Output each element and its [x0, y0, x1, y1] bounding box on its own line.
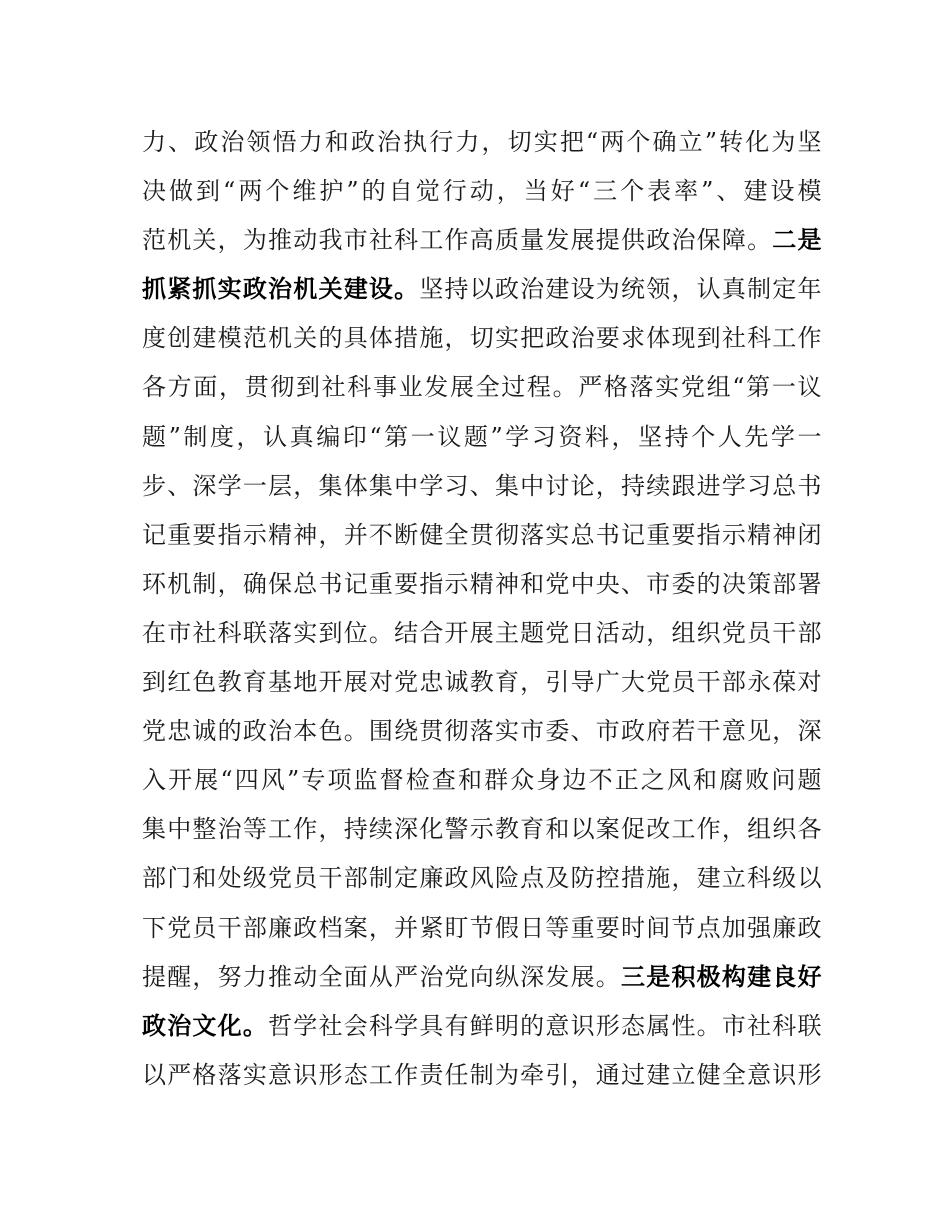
text-segment: 题”制度，认真编印“第一议题”学习资料，坚持个人先学一 — [142, 422, 822, 451]
text-line — [142, 462, 822, 511]
text-segment: 党忠诚的政治本色。围绕贯彻落实市委、市政府若干意见，深 — [142, 717, 822, 746]
text-segment: 哲学社会科学具有鲜明的意识形态属性。市社科联 — [268, 1011, 823, 1040]
text-segment: 范机关，为推动我市社科工作高质量发展提供政治保障。 — [142, 226, 773, 255]
text-line — [142, 167, 822, 216]
text-line — [142, 118, 822, 167]
text-line — [142, 1002, 822, 1051]
text-line — [142, 854, 822, 903]
text-segment: 部门和处级党员干部制定廉政风险点及防控措施，建立科级以 — [142, 864, 822, 893]
text-line — [142, 756, 822, 805]
text-segment: 决做到“两个维护”的自觉行动，当好“三个表率”、建设模 — [142, 177, 822, 206]
text-segment: 度创建模范机关的具体措施，切实把政治要求体现到社科工作 — [142, 324, 822, 353]
text-line — [142, 1051, 822, 1100]
text-line — [142, 363, 822, 412]
text-segment: 力、政治领悟力和政治执行力，切实把“两个确立”转化为坚 — [142, 128, 822, 156]
text-segment: 入开展“四风”专项监督检查和群众身边不正之风和腐败问题 — [142, 766, 822, 795]
text-line — [142, 658, 822, 707]
text-segment: 各方面，贯彻到社科事业发展全过程。严格落实党组“第一议 — [142, 373, 822, 402]
text-line — [142, 314, 822, 363]
text-line — [142, 805, 822, 854]
text-line — [142, 560, 822, 609]
body-text — [142, 118, 822, 1100]
bold-heading-segment: 三是积极构建良好 — [621, 962, 823, 991]
text-segment: 到红色教育基地开展对党忠诚教育，引导广大党员干部永葆对 — [142, 668, 822, 697]
text-segment: 在市社科联落实到位。结合开展主题党日活动，组织党员干部 — [142, 618, 822, 647]
text-segment: 记重要指示精神，并不断健全贯彻落实总书记重要指示精神闭 — [142, 520, 822, 549]
text-segment: 坚持以政治建设为统领，认真制定年 — [419, 275, 823, 304]
text-segment: 集中整治等工作，持续深化警示教育和以案促改工作，组织各 — [142, 815, 822, 844]
text-line — [142, 413, 822, 462]
text-segment: 环机制，确保总书记重要指示精神和党中央、市委的决策部署 — [142, 569, 822, 598]
text-line — [142, 707, 822, 756]
text-segment: 以严格落实意识形态工作责任制为牵引，通过建立健全意识形 — [142, 1060, 822, 1089]
text-line — [142, 953, 822, 1002]
text-line — [142, 216, 822, 265]
bold-heading-segment: 政治文化。 — [142, 1011, 269, 1040]
text-line — [142, 511, 822, 560]
text-segment: 提醒，努力推动全面从严治党向纵深发展。 — [142, 962, 622, 991]
text-line — [142, 609, 822, 658]
text-segment: 下党员干部廉政档案，并紧盯节假日等重要时间节点加强廉政 — [142, 913, 822, 942]
bold-heading-segment: 抓紧抓实政治机关建设。 — [142, 275, 420, 304]
text-segment: 步、深学一层，集体集中学习、集中讨论，持续跟进学习总书 — [142, 471, 822, 500]
text-line — [142, 904, 822, 953]
bold-heading-segment: 二是 — [772, 226, 823, 255]
text-line — [142, 265, 822, 314]
